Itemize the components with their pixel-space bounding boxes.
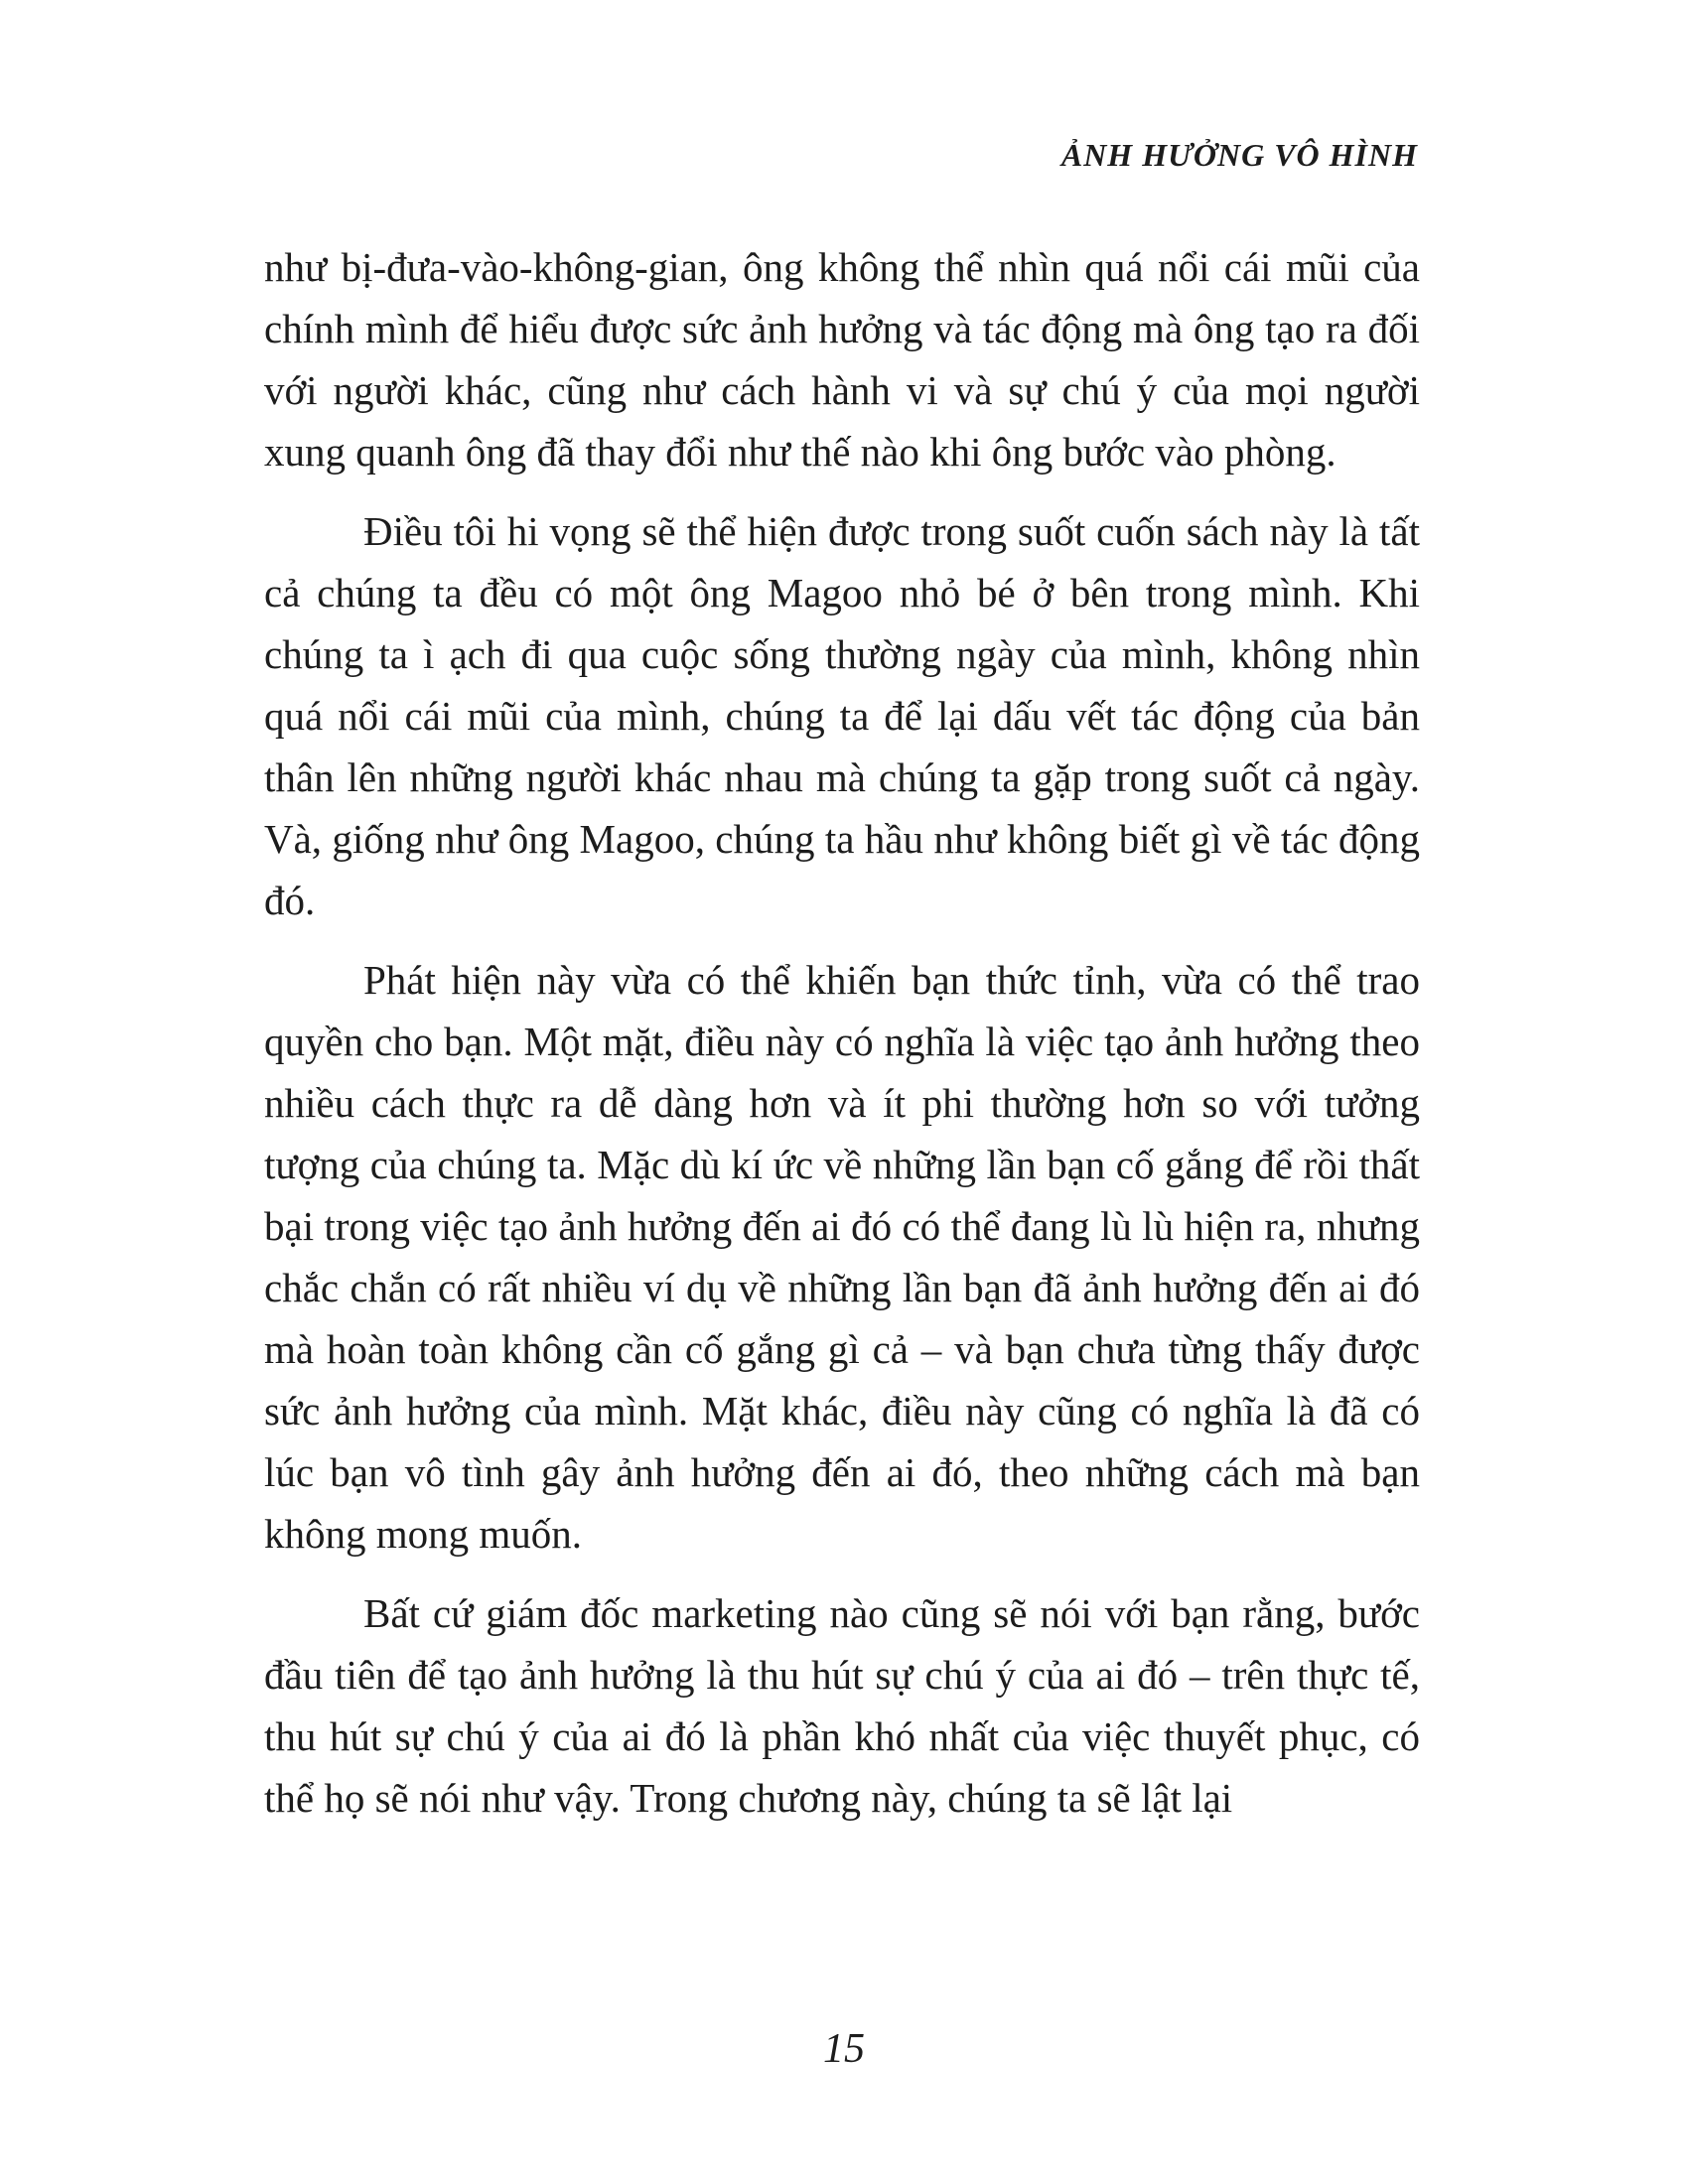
running-header: ẢNH HƯỞNG VÔ HÌNH [1060, 137, 1418, 173]
body-text [264, 236, 1420, 1846]
paragraph: như bị-đưa-vào-không-gian, ông không thể nhìn quá nổi cái mũi của chính mình để hiểu được sức ảnh hưởng và tác động mà ông tạo ra đối với người khác, cũng như cách hành vi và sự chú ý của mọi người xung quanh ông đã thay đổi như thế nào khi ông bước vào phòng. [264, 244, 1420, 475]
paragraph: Bất cứ giám đốc marketing nào cũng sẽ nói với bạn rằng, bước đầu tiên để tạo ảnh hưởng là thu hút sự chú ý của ai đó – trên thực tế, thu hút sự chú ý của ai đó là phần khó nhất của việc thuyết phục, có thể họ sẽ nói như vậy. Trong chương này, chúng ta sẽ lật lại [264, 1590, 1420, 1821]
paragraph: Phát hiện này vừa có thể khiến bạn thức tỉnh, vừa có thể trao quyền cho bạn. Một mặt, điều này có nghĩa là việc tạo ảnh hưởng theo nhiều cách thực ra dễ dàng hơn và ít phi thường hơn so với tưởng tượng của chúng ta. Mặc dù kí ức về những lần bạn cố gắng để rồi thất bại trong việc tạo ảnh hưởng đến ai đó có thể đang lù lù hiện ra, nhưng chắc chắn có rất nhiều ví dụ về những lần bạn đã ảnh hưởng đến ai đó mà hoàn toàn không cần cố gắng gì cả – và bạn chưa từng thấy được sức ảnh hưởng của mình. Mặt khác, điều này cũng có nghĩa là đã có lúc bạn vô tình gây ảnh hưởng đến ai đó, theo những cách mà bạn không mong muốn. [264, 957, 1420, 1557]
page-number: 15 [823, 2026, 865, 2072]
paragraph: Điều tôi hi vọng sẽ thể hiện được trong suốt cuốn sách này là tất cả chúng ta đều có một ông Magoo nhỏ bé ở bên trong mình. Khi chúng ta ì ạch đi qua cuộc sống thường ngày của mình, không nhìn quá nổi cái mũi của mình, chúng ta để lại dấu vết tác động của bản thân lên những người khác nhau mà chúng ta gặp trong suốt cả ngày. Và, giống như ông Magoo, chúng ta hầu như không biết gì về tác động đó. [264, 508, 1420, 923]
